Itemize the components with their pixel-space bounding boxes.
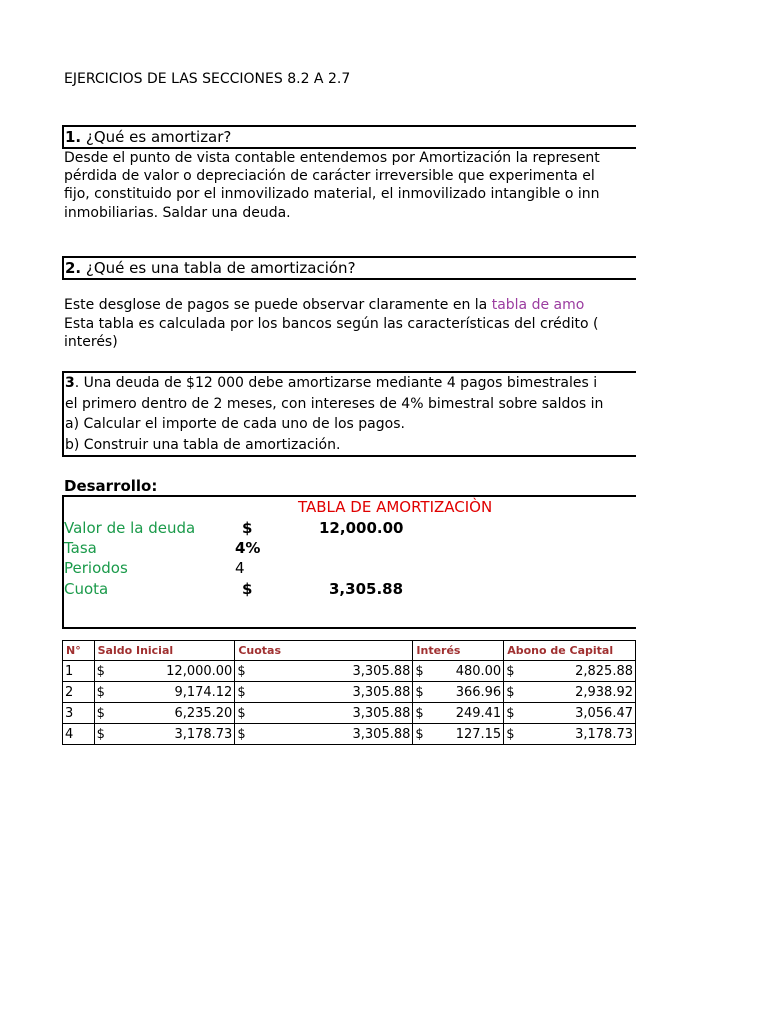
currency-symbol: $ bbox=[237, 726, 246, 742]
question-2 bbox=[65, 258, 356, 278]
cell-value: 3,178.73 bbox=[174, 726, 233, 742]
table-row bbox=[63, 661, 636, 682]
cell-value: 3,305.88 bbox=[352, 663, 411, 679]
currency-symbol: $ bbox=[415, 663, 424, 679]
answer-1-line-1: Desde el punto de vista contable entendemos por Amortización la represent bbox=[64, 150, 600, 166]
question-3-number: 3 bbox=[65, 375, 75, 391]
header-abono-capital: Abono de Capital bbox=[504, 641, 636, 661]
header-num: N° bbox=[63, 641, 95, 661]
cell-value: 366.96 bbox=[455, 684, 502, 700]
param-label-periodos: Periodos bbox=[64, 559, 128, 577]
currency-symbol: $ bbox=[415, 705, 424, 721]
question-1-number: 1. bbox=[65, 128, 82, 146]
cell-num: 2 bbox=[63, 682, 95, 703]
cell-cuotas bbox=[235, 703, 413, 724]
cell-value: 127.15 bbox=[455, 726, 502, 742]
param-value-periodos: 4 bbox=[235, 559, 245, 577]
param-value-deuda: 12,000.00 bbox=[319, 519, 404, 537]
currency-symbol: $ bbox=[506, 726, 515, 742]
cell-cuotas bbox=[235, 661, 413, 682]
param-value-cuota: 3,305.88 bbox=[329, 580, 404, 598]
page-title: EJERCICIOS DE LAS SECCIONES 8.2 A 2.7 bbox=[64, 71, 351, 87]
cell-value: 3,056.47 bbox=[575, 705, 633, 721]
question-3-line-2: el primero dentro de 2 meses, con intereses de 4% bimestral sobre saldos in bbox=[65, 396, 604, 412]
currency-symbol: $ bbox=[506, 684, 515, 700]
currency-symbol: $ bbox=[415, 684, 424, 700]
cell-value: 2,825.88 bbox=[575, 663, 633, 679]
cell-value: 3,305.88 bbox=[352, 705, 411, 721]
cell-interes bbox=[413, 661, 504, 682]
answer-2-line-3: interés) bbox=[64, 334, 118, 350]
cell-num: 3 bbox=[63, 703, 95, 724]
param-label-deuda: Valor de la deuda bbox=[64, 519, 196, 537]
param-value-tasa: 4% bbox=[235, 539, 261, 557]
answer-1-line-4: inmobiliarias. Saldar una deuda. bbox=[64, 205, 291, 221]
desarrollo-label: Desarrollo: bbox=[64, 477, 158, 495]
cell-interes bbox=[413, 703, 504, 724]
table-header-row bbox=[63, 641, 636, 661]
header-saldo-inicial: Saldo Inicial bbox=[94, 641, 235, 661]
cell-value: 480.00 bbox=[455, 663, 502, 679]
cell-interes bbox=[413, 682, 504, 703]
cell-value: 3,305.88 bbox=[352, 684, 411, 700]
table-row bbox=[63, 724, 636, 745]
question-2-number: 2. bbox=[65, 259, 82, 277]
amortization-table bbox=[62, 640, 636, 745]
question-2-text: ¿Qué es una tabla de amortización? bbox=[81, 259, 356, 277]
cell-num: 4 bbox=[63, 724, 95, 745]
currency-symbol: $ bbox=[237, 684, 246, 700]
tabla-de-amortizacion-link[interactable]: tabla de amo bbox=[491, 297, 585, 313]
cell-value: 2,938.92 bbox=[575, 684, 633, 700]
table-row bbox=[63, 703, 636, 724]
tabla-title: TABLA DE AMORTIZACIÒN bbox=[298, 498, 493, 516]
header-interes: Interés bbox=[413, 641, 504, 661]
cell-value: 12,000.00 bbox=[166, 663, 233, 679]
answer-1-line-3: fijo, constituido por el inmovilizado material, el inmovilizado intangible o inn bbox=[64, 186, 600, 202]
currency-symbol: $ bbox=[237, 663, 246, 679]
question-3-line-3: a) Calcular el importe de cada uno de los pagos. bbox=[65, 416, 405, 432]
currency-symbol: $ bbox=[237, 705, 246, 721]
param-currency-deuda: $ bbox=[242, 519, 253, 537]
answer-1-line-2: pérdida de valor o depreciación de carácter irreversible que experimenta el bbox=[64, 168, 595, 184]
cell-abono-capital bbox=[504, 661, 636, 682]
currency-symbol: $ bbox=[96, 726, 105, 742]
param-currency-cuota: $ bbox=[242, 580, 253, 598]
answer-2-line-1-text: Este desglose de pagos se puede observar claramente en la bbox=[64, 297, 492, 313]
currency-symbol: $ bbox=[415, 726, 424, 742]
currency-symbol: $ bbox=[96, 684, 105, 700]
table-row bbox=[63, 682, 636, 703]
param-label-tasa: Tasa bbox=[64, 539, 97, 557]
cell-abono-capital bbox=[504, 682, 636, 703]
cell-value: 249.41 bbox=[455, 705, 502, 721]
currency-symbol: $ bbox=[96, 663, 105, 679]
cell-value: 6,235.20 bbox=[174, 705, 233, 721]
param-label-cuota: Cuota bbox=[64, 580, 109, 598]
currency-symbol: $ bbox=[96, 705, 105, 721]
header-cuotas: Cuotas bbox=[235, 641, 413, 661]
cell-abono-capital bbox=[504, 724, 636, 745]
question-3-line-4: b) Construir una tabla de amortización. bbox=[65, 437, 341, 453]
question-1-text: ¿Qué es amortizar? bbox=[81, 128, 232, 146]
cell-saldo-inicial bbox=[94, 682, 235, 703]
question-1 bbox=[65, 127, 231, 147]
cell-value: 3,178.73 bbox=[575, 726, 633, 742]
cell-cuotas bbox=[235, 724, 413, 745]
cell-interes bbox=[413, 724, 504, 745]
currency-symbol: $ bbox=[506, 705, 515, 721]
cell-saldo-inicial bbox=[94, 724, 235, 745]
cell-num: 1 bbox=[63, 661, 95, 682]
currency-symbol: $ bbox=[506, 663, 515, 679]
cell-value: 3,305.88 bbox=[352, 726, 411, 742]
question-3-line-1 bbox=[65, 373, 597, 393]
answer-2-line-2: Esta tabla es calculada por los bancos según las características del crédito ( bbox=[64, 316, 599, 332]
answer-2-line-1 bbox=[64, 295, 584, 315]
question-3-line-1-text: . Una deuda de $12 000 debe amortizarse mediante 4 pagos bimestrales i bbox=[74, 375, 598, 391]
cell-cuotas bbox=[235, 682, 413, 703]
cell-value: 9,174.12 bbox=[174, 684, 233, 700]
cell-abono-capital bbox=[504, 703, 636, 724]
cell-saldo-inicial bbox=[94, 661, 235, 682]
cell-saldo-inicial bbox=[94, 703, 235, 724]
